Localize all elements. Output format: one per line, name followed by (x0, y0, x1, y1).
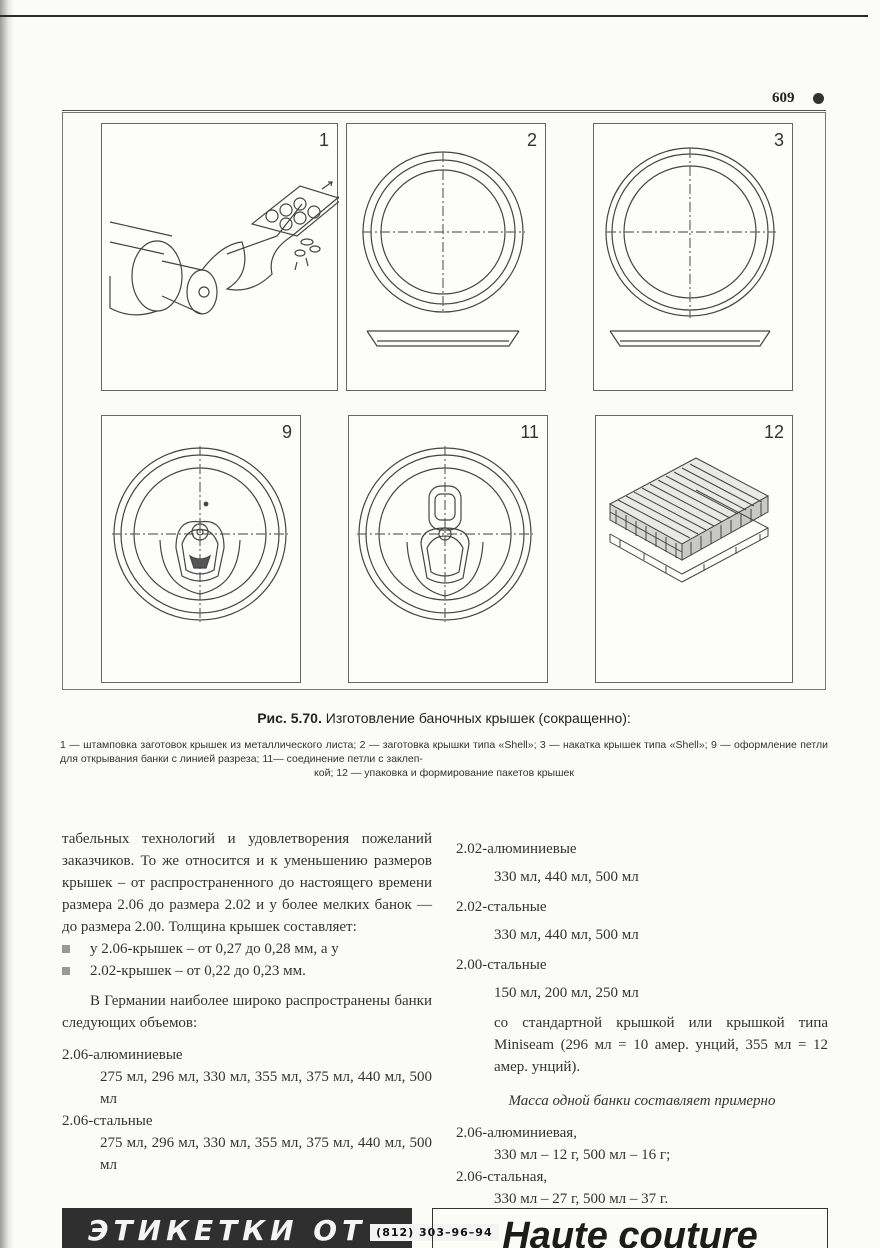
shell-curling-illustration (594, 124, 794, 392)
ad-haute-couture: Haute couture (432, 1208, 828, 1248)
ad-labels-text: ЭТИКЕТКИ ОТ (88, 1214, 367, 1247)
figure-caption (60, 710, 828, 726)
figure-panel-2 (346, 123, 546, 391)
ad-phone: (812) 303–96–94 (370, 1224, 498, 1241)
figure-caption-text: 1 — штамповка заготовок крышек из металлического листа; 2 — заготовка крышки типа «Shell»; 3 — накатка крышек типа «Shell»; 9 — оформление петли для открывания банки с линией разреза; 11— соединение петли с заклеп- (60, 739, 828, 765)
panel-number: 12 (763, 422, 784, 442)
panel-number: 3 (773, 130, 784, 150)
volume-values: 275 мл, 296 мл, 330 мл, 355 мл, 375 мл, 440 мл, 500 мл (100, 1069, 432, 1107)
bullet-item: у 2.06-крышек – от 0,27 до 0,28 мм, а у (62, 938, 432, 960)
volume-heading: 2.00-стальные (456, 957, 547, 973)
tab-riveting-illustration (349, 416, 549, 684)
volume-values: 330 мл, 440 мл, 500 мл (494, 869, 639, 885)
figure-caption-text-last: кой; 12 — упаковка и формирование пакетов крышек (314, 767, 574, 779)
left-column (62, 828, 432, 1176)
mass-intro: Масса одной банки составляет примерно (508, 1093, 776, 1109)
volume-heading: 2.02-стальные (456, 899, 547, 915)
mass-heading: 2.06-стальная, (456, 1169, 548, 1185)
page-top-rule (0, 15, 868, 17)
figure-panel-12 (595, 415, 793, 683)
header-rule (62, 110, 826, 111)
panel-number: 11 (520, 422, 539, 442)
volume-values: 330 мл, 440 мл, 500 мл (494, 927, 639, 943)
miniseam-note: со стандартной крышкой или крышкой типа Miniseam (296 мл = 10 амер. унций, 355 мл = 12 амер. унций). (494, 1015, 828, 1075)
tab-forming-illustration (102, 416, 302, 684)
right-column (456, 828, 828, 1210)
panel-number: 1 (318, 130, 329, 150)
figure-panel-3 (593, 123, 793, 391)
mass-values: 330 мл – 27 г, 500 мл – 37 г. (494, 1191, 669, 1207)
scan-edge (0, 0, 14, 1248)
volume-values: 150 мл, 200 мл, 250 мл (494, 985, 639, 1001)
intro-paragraph: табельных технологий и удовлетворения пожеланий заказчиков. То же относится и к уменьшению размеров крышек – от распространенного до настоящего времени размера 2.06 до размера 2.02 и у более мелких банок — до размера 2.00. Толщина крышек составляет: (62, 831, 432, 935)
figure-caption-label: Рис. 5.70. (257, 710, 322, 726)
volume-heading: 2.06-стальные (62, 1113, 153, 1129)
panel-number: 2 (526, 130, 537, 150)
bullet-item: 2.02-крышек – от 0,22 до 0,23 мм. (62, 960, 432, 982)
panel-number: 9 (281, 422, 292, 442)
page-number: 609 (772, 90, 795, 106)
page-marker-icon (813, 93, 824, 104)
shell-blank-illustration (347, 124, 547, 392)
stamping-illustration (102, 124, 339, 392)
figure-frame (62, 112, 826, 690)
mass-heading: 2.06-алюминиевая, (456, 1125, 577, 1141)
figure-caption-body (60, 738, 828, 780)
figure-panel-11 (348, 415, 548, 683)
figure-caption-title: Изготовление баночных крышек (сокращенно): (325, 710, 631, 726)
volume-heading: 2.06-алюминиевые (62, 1047, 183, 1063)
germany-paragraph: В Германии наиболее широко распространены банки следующих объемов: (62, 993, 432, 1031)
figure-panel-9 (101, 415, 301, 683)
packing-illustration (596, 416, 794, 684)
volume-heading: 2.02-алюминиевые (456, 841, 577, 857)
figure-panel-1 (101, 123, 338, 391)
mass-values: 330 мл – 12 г, 500 мл – 16 г; (494, 1147, 671, 1163)
ad-labels (62, 1208, 493, 1248)
advertisement-strip (62, 1208, 828, 1248)
volume-values: 275 мл, 296 мл, 330 мл, 355 мл, 375 мл, 440 мл, 500 мл (100, 1135, 432, 1173)
